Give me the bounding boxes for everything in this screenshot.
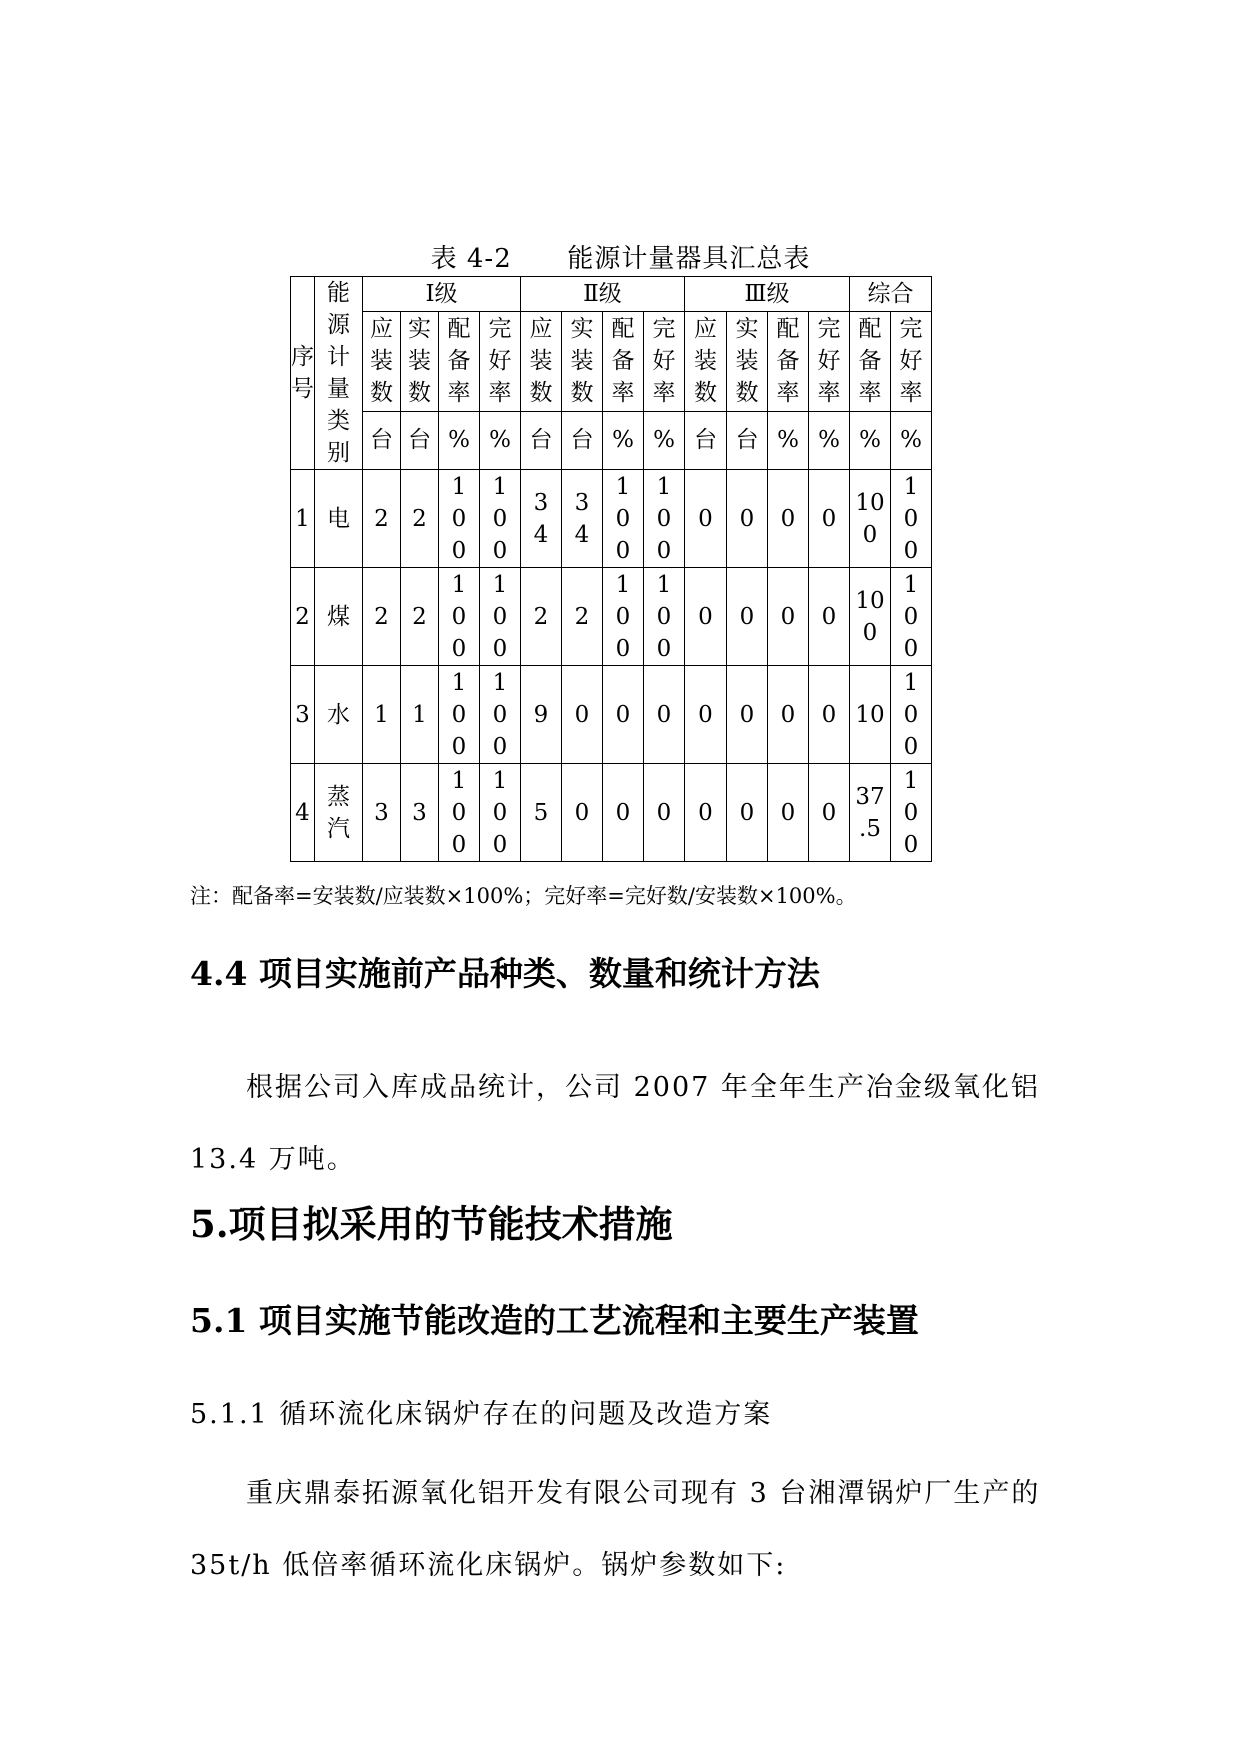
unit-cell: 台 <box>685 411 727 469</box>
header-sub-12-text: 完 好 率 <box>817 316 841 407</box>
row-category-text: 蒸 汽 <box>327 783 350 842</box>
row-cell-text: 1 0 0 <box>492 669 508 760</box>
row-cell: 2 <box>401 568 439 666</box>
header-sub-5-text: 应 装 数 <box>529 316 553 407</box>
row-cell <box>480 470 521 568</box>
unit-cell: % <box>439 411 480 469</box>
unit-cell: % <box>480 411 521 469</box>
section-4-4-heading: 4.4 项目实施前产品种类、数量和统计方法 <box>190 954 820 993</box>
unit-cell: 台 <box>727 411 768 469</box>
table-note: 注：配备率=安装数/应装数×100%；完好率=完好数/安装数×100%。 <box>190 884 857 908</box>
row-cell <box>562 470 603 568</box>
header-group-1: Ⅰ级 <box>363 277 521 312</box>
row-cell: 2 <box>363 470 401 568</box>
unit-cell: 台 <box>401 411 439 469</box>
header-sub-7-text: 配 备 率 <box>611 316 635 407</box>
row-cell-text: 1 0 0 <box>903 669 919 760</box>
row-seq: 3 <box>291 666 315 764</box>
header-sub-8-text: 完 好 率 <box>652 316 676 407</box>
row-cell-text: 1 0 0 <box>451 571 467 662</box>
row-cell: 0 <box>562 666 603 764</box>
header-category <box>315 277 363 470</box>
row-cell: 2 <box>562 568 603 666</box>
header-seq-text: 序 号 <box>291 344 314 402</box>
row-cell-text: 3 4 <box>574 489 590 548</box>
header-sub-4-text: 完 好 率 <box>488 316 512 407</box>
row-cell: 0 <box>685 666 727 764</box>
row-cell: 0 <box>809 666 850 764</box>
row-cell: 0 <box>603 666 644 764</box>
row-cell-text: 1 0 0 <box>903 473 919 564</box>
row-cell-text: 1 0 0 <box>492 571 508 662</box>
row-cell-text: 1 0 0 <box>492 767 508 858</box>
header-sub-12 <box>809 312 850 412</box>
header-sub-3 <box>439 312 480 412</box>
row-cell <box>891 568 932 666</box>
unit-cell: % <box>644 411 685 469</box>
row-cell-text: 1 0 0 <box>903 571 919 662</box>
row-cell-text: 1 0 0 <box>656 571 672 662</box>
header-sub-9-text: 应 装 数 <box>694 316 717 407</box>
row-cell-text: 10 0 <box>855 587 885 646</box>
section-4-4-paragraph: 根据公司入库成品统计，公司 2007 年全年生产冶金级氧化铝13.4 万吨。 <box>190 1072 1040 1175</box>
row-cell-text: 1 0 0 <box>615 571 631 662</box>
row-cell: 0 <box>727 470 768 568</box>
table-row <box>291 666 932 764</box>
unit-cell: % <box>891 411 932 469</box>
header-category-text: 能 源 计 量 类 别 <box>327 280 350 466</box>
header-group-4: 综合 <box>850 277 932 312</box>
header-sub-10-text: 实 装 数 <box>735 316 759 407</box>
row-cell <box>850 568 891 666</box>
row-cell: 0 <box>768 470 809 568</box>
header-sub-13 <box>850 312 891 412</box>
table-row <box>291 470 932 568</box>
row-cell <box>603 470 644 568</box>
energy-meter-table <box>290 276 932 862</box>
row-cell: 2 <box>521 568 562 666</box>
unit-cell: 台 <box>521 411 562 469</box>
row-category: 煤 <box>315 568 363 666</box>
row-cell-text: 1 0 0 <box>451 473 467 564</box>
header-sub-1-text: 应 装 数 <box>370 316 393 407</box>
row-cell: 0 <box>727 568 768 666</box>
row-cell-text: 1 0 0 <box>903 767 919 858</box>
header-sub-8 <box>644 312 685 412</box>
row-cell: 0 <box>644 666 685 764</box>
header-sub-7 <box>603 312 644 412</box>
row-cell: 2 <box>401 470 439 568</box>
row-cell <box>439 764 480 862</box>
row-cell: 5 <box>521 764 562 862</box>
row-cell: 0 <box>768 568 809 666</box>
section-5-heading: 5.项目拟采用的节能技术措施 <box>190 1202 673 1246</box>
header-sub-13-text: 配 备 率 <box>858 316 882 407</box>
table-header-row <box>291 312 932 412</box>
row-cell-text: 37 .5 <box>855 783 885 842</box>
header-group-3: Ⅲ级 <box>685 277 850 312</box>
header-sub-3-text: 配 备 率 <box>447 316 471 407</box>
row-seq: 4 <box>291 764 315 862</box>
row-cell <box>891 764 932 862</box>
header-seq <box>291 277 315 470</box>
header-sub-14-text: 完 好 率 <box>899 316 923 407</box>
row-cell <box>480 666 521 764</box>
row-seq: 1 <box>291 470 315 568</box>
row-cell: 0 <box>685 568 727 666</box>
row-cell-text: 1 0 0 <box>656 473 672 564</box>
row-cell: 1 <box>401 666 439 764</box>
unit-cell: 台 <box>363 411 401 469</box>
row-cell <box>439 470 480 568</box>
unit-cell: % <box>603 411 644 469</box>
header-sub-10 <box>727 312 768 412</box>
row-cell <box>850 470 891 568</box>
section-5-1-heading: 5.1 项目实施节能改造的工艺流程和主要生产装置 <box>190 1301 919 1340</box>
section-5-1-1-heading: 5.1.1 循环流化床锅炉存在的问题及改造方案 <box>190 1399 773 1430</box>
header-sub-11 <box>768 312 809 412</box>
row-cell: 0 <box>809 568 850 666</box>
row-cell: 9 <box>521 666 562 764</box>
row-cell <box>850 764 891 862</box>
row-cell-text: 10 0 <box>855 489 885 548</box>
row-cell: 0 <box>809 764 850 862</box>
row-cell <box>644 568 685 666</box>
row-cell: 1 <box>363 666 401 764</box>
row-cell: 0 <box>809 470 850 568</box>
row-cell <box>891 470 932 568</box>
header-sub-9 <box>685 312 727 412</box>
table-units-row <box>291 411 932 469</box>
row-cell: 0 <box>768 666 809 764</box>
table-row <box>291 568 932 666</box>
row-cell: 0 <box>768 764 809 862</box>
row-cell: 0 <box>603 764 644 862</box>
header-sub-1 <box>363 312 401 412</box>
row-cell-text: 1 0 0 <box>451 669 467 760</box>
row-cell: 0 <box>685 764 727 862</box>
row-category: 水 <box>315 666 363 764</box>
row-cell: 2 <box>363 568 401 666</box>
row-cell <box>603 568 644 666</box>
row-cell: 3 <box>363 764 401 862</box>
row-cell <box>480 764 521 862</box>
row-cell <box>891 666 932 764</box>
row-cell-text: 1 0 0 <box>615 473 631 564</box>
row-cell <box>521 470 562 568</box>
header-sub-2-text: 实 装 数 <box>408 316 431 407</box>
section-5-1-1-paragraph: 重庆鼎泰拓源氧化铝开发有限公司现有 3 台湘潭锅炉厂生产的35t/h 低倍率循环流化床锅炉。锅炉参数如下: <box>190 1478 1041 1581</box>
table-header-row <box>291 277 932 312</box>
header-sub-5 <box>521 312 562 412</box>
row-category: 电 <box>315 470 363 568</box>
row-cell: 0 <box>727 764 768 862</box>
header-group-2: Ⅱ级 <box>521 277 685 312</box>
row-cell <box>644 470 685 568</box>
row-cell: 0 <box>644 764 685 862</box>
row-cell: 3 <box>401 764 439 862</box>
header-sub-14 <box>891 312 932 412</box>
row-cell: 0 <box>685 470 727 568</box>
row-seq: 2 <box>291 568 315 666</box>
table-row <box>291 764 932 862</box>
header-sub-4 <box>480 312 521 412</box>
row-cell-text: 1 0 0 <box>492 473 508 564</box>
row-cell: 0 <box>727 666 768 764</box>
unit-cell: % <box>768 411 809 469</box>
table-caption: 表 4-2 能源计量器具汇总表 <box>430 244 811 274</box>
row-category <box>315 764 363 862</box>
header-sub-6 <box>562 312 603 412</box>
header-sub-2 <box>401 312 439 412</box>
unit-cell: % <box>850 411 891 469</box>
row-cell-text: 1 0 0 <box>451 767 467 858</box>
row-cell: 10 <box>850 666 891 764</box>
row-cell: 0 <box>562 764 603 862</box>
unit-cell: 台 <box>562 411 603 469</box>
row-cell <box>439 666 480 764</box>
unit-cell: % <box>809 411 850 469</box>
row-cell <box>480 568 521 666</box>
header-sub-6-text: 实 装 数 <box>570 316 594 407</box>
row-cell-text: 3 4 <box>533 489 549 548</box>
header-sub-11-text: 配 备 率 <box>776 316 800 407</box>
row-cell <box>439 568 480 666</box>
